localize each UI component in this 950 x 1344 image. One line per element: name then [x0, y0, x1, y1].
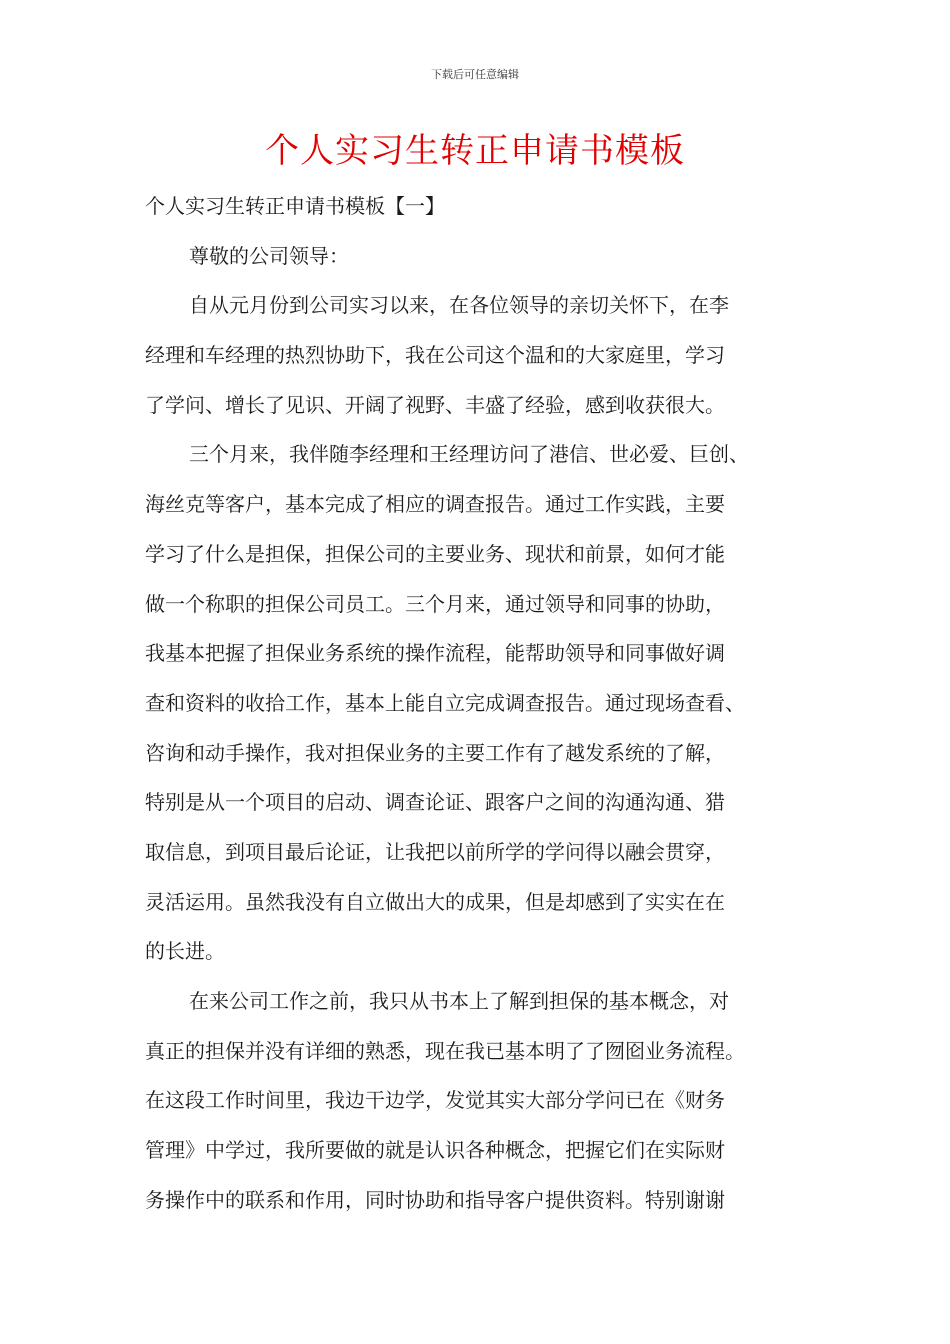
document-title: 个人实习生转正申请书模板 — [265, 131, 685, 171]
paragraph-line: 在来公司工作之前，我只从书本上了解到担保的基本概念，对 — [189, 989, 729, 1013]
paragraph-line: 在这段工作时间里，我边干边学，发觉其实大部分学问已在《财务 — [145, 1088, 725, 1113]
paragraph-line: 查和资料的收拾工作，基本上能自立完成调查报告。通过现场查看、 — [145, 690, 745, 715]
paragraph-line: 经理和车经理的热烈协助下，我在公司这个温和的大家庭里，学习 — [145, 343, 725, 368]
paragraph-line: 特别是从一个项目的启动、调查论证、跟客户之间的沟通沟通、猎 — [145, 790, 725, 815]
paragraph-line: 三个月来，我伴随李经理和王经理访问了港信、世必爱、巨创、 — [189, 442, 749, 467]
paragraph — [145, 281, 825, 430]
paragraph-line: 管理》中学过，我所要做的就是认识各种概念，把握它们在实际财 — [145, 1138, 725, 1163]
paragraph-line: 取信息，到项目最后论证，让我把以前所学的学问得以融会贯穿， — [145, 839, 725, 864]
paragraph — [145, 430, 825, 977]
paragraph-line: 了学问、增长了见识、开阔了视野、丰盛了经验，感到收获很大。 — [145, 392, 725, 417]
paragraph-line: 的长进。 — [145, 939, 225, 964]
document-body — [145, 182, 825, 1225]
paragraph-line: 灵活运用。虽然我没有自立做出大的成果，但是却感到了实实在在 — [145, 889, 725, 914]
paragraph-line: 咨询和动手操作，我对担保业务的主要工作有了越发系统的了解， — [145, 740, 725, 765]
salutation: 尊敬的公司领导： — [189, 243, 349, 268]
paragraph-line: 我基本把握了担保业务系统的操作流程，能帮助领导和同事做好调 — [145, 641, 725, 666]
section-heading: 个人实习生转正申请书模板【一】 — [145, 194, 445, 218]
paragraph-line: 真正的担保并没有详细的熟悉，现在我已基本明了了囫囵业务流程。 — [145, 1038, 745, 1063]
paragraph-line: 海丝克等客户，基本完成了相应的调查报告。通过工作实践，主要 — [145, 492, 725, 517]
paragraph-line: 务操作中的联系和作用，同时协助和指导客户提供资料。特别谢谢 — [145, 1187, 725, 1212]
header-note: 下载后可任意编辑 — [431, 68, 519, 81]
paragraph-line: 学习了什么是担保，担保公司的主要业务、现状和前景，如何才能 — [145, 541, 725, 566]
paragraph-line: 做一个称职的担保公司员工。三个月来，通过领导和同事的协助， — [145, 591, 725, 616]
paragraph — [145, 977, 825, 1225]
paragraph-line: 自从元月份到公司实习以来，在各位领导的亲切关怀下，在李 — [189, 293, 729, 318]
